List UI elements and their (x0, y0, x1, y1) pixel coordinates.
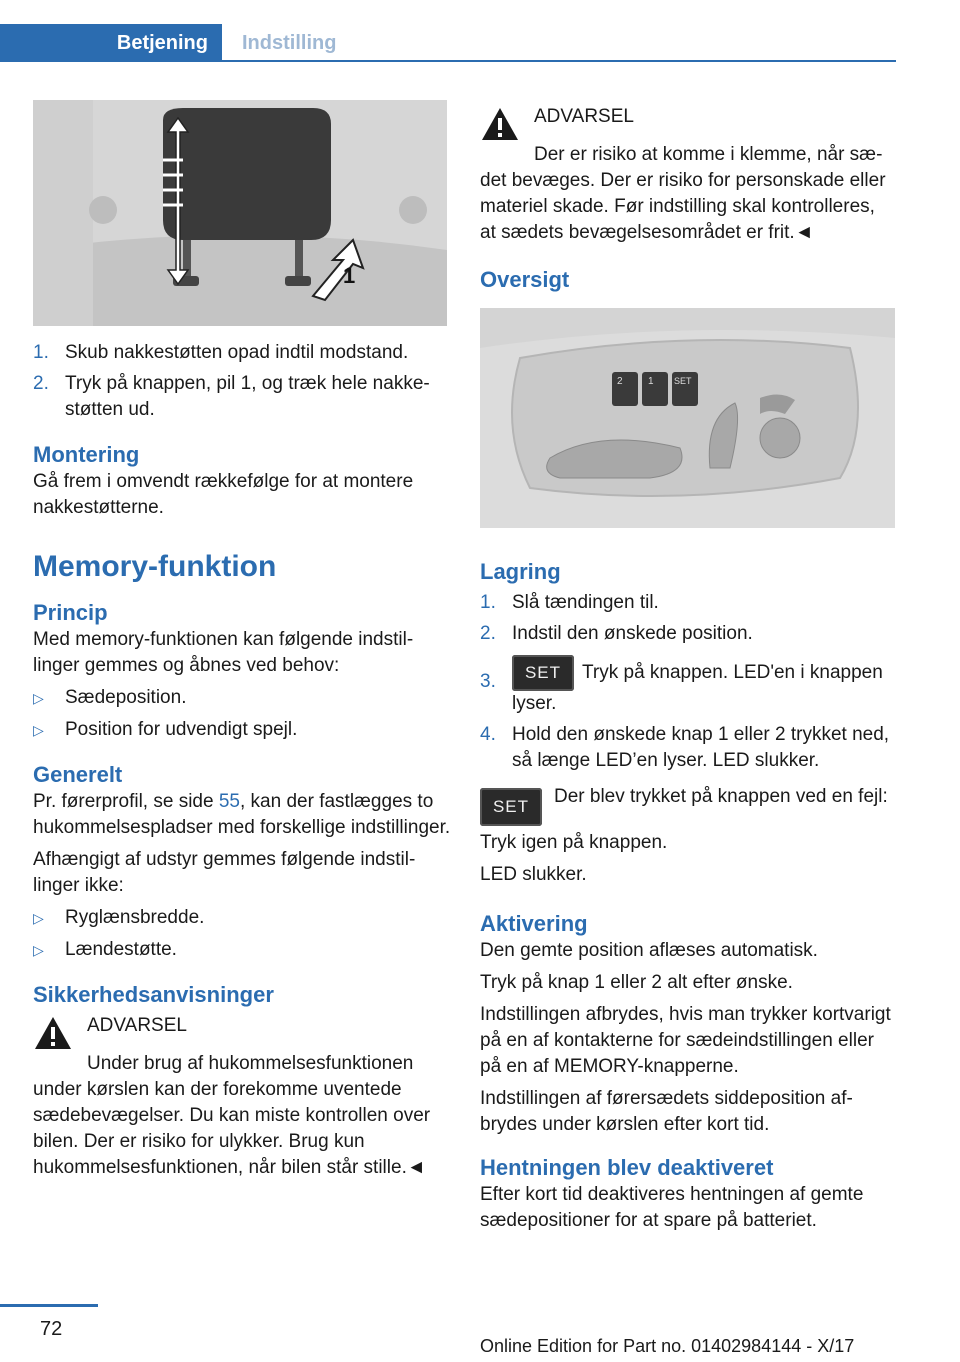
figure-callout-1: 1 (343, 263, 356, 288)
generelt-text-2: Afhængigt af udstyr gemmes følgende indstillinger ikke: (33, 849, 416, 896)
heading-montering: Montering (33, 442, 140, 467)
header-tabs (0, 24, 896, 62)
heading-generelt: Generelt (33, 762, 123, 787)
aktivering-text-2: Tryk på knap 1 eller 2 alt efter ønske. (480, 972, 793, 993)
warning-triangle-icon (480, 106, 520, 142)
seat-controls-illustration (480, 308, 895, 528)
heading-aktivering: Aktivering (480, 911, 588, 936)
generelt-text-1: Pr. førerprofil, se side 55, kan der fastlægges to hukommelsespladser med forskellige indstillinger. (33, 791, 451, 838)
hentning-text: Efter kort tid deaktiveres hentningen af gemte sædepositioner for at spare på batteriet. (480, 1184, 864, 1231)
list-item: 1. Slå tændingen til. (480, 592, 659, 613)
princip-text: Med memory-funktionen kan følgende indstillinger gemmes og åbnes ved behov: (33, 629, 414, 676)
generelt-bullets (33, 905, 453, 963)
heading-sikkerhedsanvisninger: Sikkerhedsanvisninger (33, 982, 274, 1007)
warning-block (33, 1013, 453, 1051)
aktivering-text-1: Den gemte position aflæses automatisk. (480, 940, 818, 961)
edition-text: Online Edition for Part no. 01402984144 - X/17 (480, 1336, 855, 1356)
right-column (480, 104, 895, 1234)
list-item: ▷ Position for udvendigt spejl. (33, 719, 298, 740)
warning-title: ADVARSEL (87, 1015, 187, 1036)
heading-hentningen-blev-deaktiveret: Hentningen blev deaktiveret (480, 1155, 774, 1180)
tab-indstilling[interactable]: Indstilling (242, 31, 337, 54)
warning-title: ADVARSEL (534, 106, 634, 127)
list-item: 3. SET Tryk på knappen. LED'en i knappen lyser. (480, 655, 895, 717)
set-button-icon: SET (480, 788, 542, 826)
warning-text: Der er risiko at komme i klemme, når sædet bevæges. Der er risiko for personskade eller materiel skade. Før indstilling skal kontrolleres, at sædets bevægelsesområdet er frit.◄ (480, 144, 886, 243)
headrest-figure (33, 100, 447, 326)
heading-memory-funktion: Memory-funktion (33, 550, 277, 583)
note-text-1: Tryk igen på knappen. (480, 832, 668, 853)
aktivering-text-3: Indstillingen afbrydes, hvis man trykker kortvarigt på en af kontakterne for sædeindstillingen eller på en af MEMORY-knapperne. (480, 1004, 891, 1077)
page-link-55[interactable]: 55 (218, 791, 240, 812)
list-item: ▷ Ryglænsbredde. (33, 907, 205, 928)
left-column (33, 100, 453, 1181)
lagring-steps (480, 590, 895, 774)
list-item: 1. Skub nakkestøtten opad indtil modstand. (33, 342, 409, 363)
seat-button-1: 1 (648, 376, 654, 387)
set-note (480, 784, 895, 826)
remove-steps (33, 340, 453, 423)
seat-button-2: 2 (617, 376, 623, 387)
montering-text: Gå frem i omvendt rækkefølge for at montere nakkestøtterne. (33, 471, 414, 518)
note-text-2: LED slukker. (480, 864, 587, 885)
page-number: 72 (40, 1318, 63, 1340)
warning-block (480, 104, 895, 142)
warning-text: Under brug af hukommelsesfunktionen under kørslen kan der forekomme uventede sædebevægelser. Du kan miste kontrollen over bilen. Der er risiko for ulykker. Brug kun hukommelsesfunktionen, når bilen står stille.◄ (33, 1053, 431, 1178)
list-item: ▷ Sædeposition. (33, 687, 187, 708)
aktivering-text-4: Indstillingen af førersædets siddeposition afbrydes under kørslen efter kort tid. (480, 1088, 853, 1135)
set-button-icon: SET (512, 655, 574, 691)
warning-triangle-icon (33, 1015, 73, 1051)
list-item: 4. Hold den ønskede knap 1 eller 2 trykket ned, så længe LED’en lyser. LED slukker. (480, 724, 890, 771)
list-item: ▷ Lændestøtte. (33, 939, 177, 960)
tab-betjening[interactable]: Betjening (0, 24, 222, 62)
list-item: 2. Indstil den ønskede position. (480, 623, 753, 644)
list-item: 2. Tryk på knappen, pil 1, og træk hele nakkestøtten ud. (33, 373, 430, 420)
heading-lagring: Lagring (480, 559, 561, 584)
heading-oversigt: Oversigt (480, 267, 570, 292)
headrest-illustration (33, 100, 447, 326)
set-note-text: Der blev trykket på knappen ved en fejl: (554, 786, 888, 807)
seat-button-set: SET (674, 376, 692, 386)
heading-princip: Princip (33, 600, 108, 625)
footer-rule (0, 1304, 98, 1307)
princip-bullets (33, 685, 453, 743)
header-rule (0, 60, 896, 62)
seat-controls-figure (480, 308, 895, 528)
